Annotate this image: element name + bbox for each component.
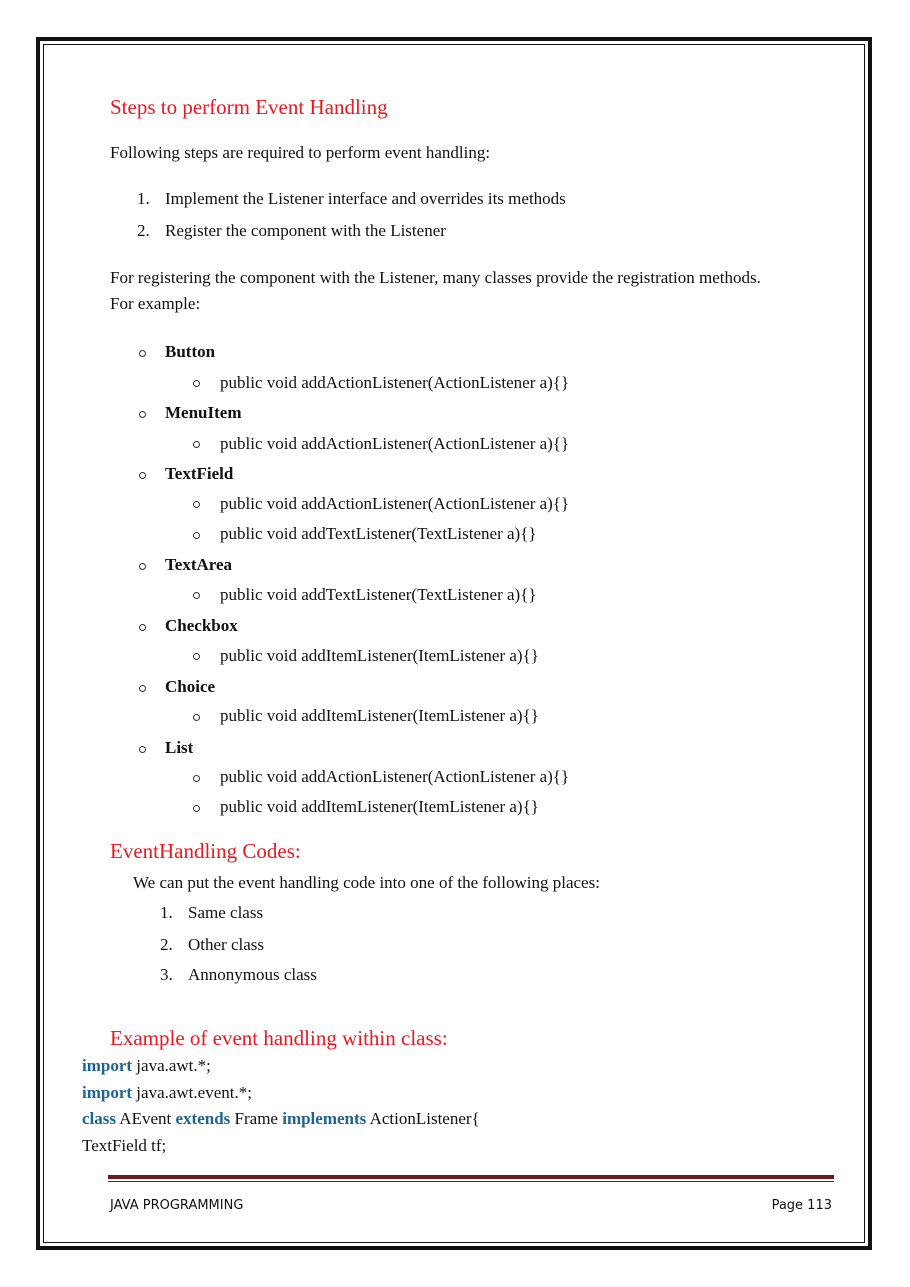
bullet-circle-icon xyxy=(139,563,146,570)
method-choice-1: public void addItemListener(ItemListener a){} xyxy=(220,706,539,725)
component-name-choice: Choice xyxy=(165,677,216,696)
place-item-3: Annonymous class xyxy=(188,965,317,984)
bullet-circle-icon xyxy=(139,472,146,479)
page-number: Page 113 xyxy=(771,1198,832,1213)
component-name-list: List xyxy=(165,738,194,757)
code-text: java.awt.*; xyxy=(132,1056,211,1075)
bullet-circle-icon xyxy=(193,714,200,721)
section-title-steps: Steps to perform Event Handling xyxy=(110,95,388,119)
step-item-2: Register the component with the Listener xyxy=(165,221,446,240)
bullet-circle-icon xyxy=(193,380,200,387)
code-line-4: TextField tf; xyxy=(82,1136,167,1155)
bullet-circle-icon xyxy=(139,746,146,753)
component-name-textfield: TextField xyxy=(165,464,234,483)
component-name-checkbox: Checkbox xyxy=(165,616,238,635)
step-item-1: Implement the Listener interface and overrides its methods xyxy=(165,189,566,208)
bullet-circle-icon xyxy=(193,441,200,448)
registration-paragraph-line1: For registering the component with the Listener, many classes provide the registration methods. xyxy=(110,268,761,287)
code-keyword: import xyxy=(82,1083,133,1102)
bullet-circle-icon xyxy=(193,501,200,508)
method-checkbox-1: public void addItemListener(ItemListener a){} xyxy=(220,646,539,665)
code-keyword: import xyxy=(82,1056,133,1075)
codes-intro: We can put the event handling code into one of the following places: xyxy=(133,873,600,892)
method-list-2: public void addItemListener(ItemListener a){} xyxy=(220,797,539,816)
code-keyword: extends xyxy=(175,1109,231,1128)
bullet-circle-icon xyxy=(193,775,200,782)
component-name-menuitem: MenuItem xyxy=(165,403,242,422)
component-name-button: Button xyxy=(165,342,216,361)
section-title-eventhandling-codes: EventHandling Codes: xyxy=(110,839,301,863)
code-line-1 xyxy=(82,1055,211,1077)
footer-rule-thin xyxy=(108,1181,834,1182)
code-text: ActionListener{ xyxy=(366,1109,480,1128)
registration-paragraph-line2: For example: xyxy=(110,294,201,313)
method-textfield-2: public void addTextListener(TextListener a){} xyxy=(220,524,537,543)
code-text: AEvent xyxy=(116,1109,176,1128)
step-number-1: 1. xyxy=(137,189,150,208)
place-number-3: 3. xyxy=(160,965,173,984)
bullet-circle-icon xyxy=(193,592,200,599)
bullet-circle-icon xyxy=(193,805,200,812)
footer-rule xyxy=(108,1175,834,1179)
code-line-3 xyxy=(82,1108,480,1130)
footer-title: JAVA PROGRAMMING xyxy=(110,1198,244,1213)
code-text: Frame xyxy=(230,1109,283,1128)
place-item-2: Other class xyxy=(188,935,265,954)
place-item-1: Same class xyxy=(188,903,264,922)
bullet-circle-icon xyxy=(193,532,200,539)
place-number-2: 2. xyxy=(160,935,173,954)
method-textfield-1: public void addActionListener(ActionListener a){} xyxy=(220,494,570,513)
bullet-circle-icon xyxy=(139,624,146,631)
bullet-circle-icon xyxy=(139,350,146,357)
code-text: java.awt.event.*; xyxy=(132,1083,252,1102)
method-button-1: public void addActionListener(ActionListener a){} xyxy=(220,373,570,392)
steps-intro: Following steps are required to perform event handling: xyxy=(110,143,491,162)
bullet-circle-icon xyxy=(139,411,146,418)
code-line-2 xyxy=(82,1082,252,1104)
code-keyword: implements xyxy=(282,1109,367,1128)
section-title-example: Example of event handling within class: xyxy=(110,1026,448,1050)
method-menuitem-1: public void addActionListener(ActionListener a){} xyxy=(220,434,570,453)
bullet-circle-icon xyxy=(139,685,146,692)
method-textarea-1: public void addTextListener(TextListener a){} xyxy=(220,585,537,604)
component-name-textarea: TextArea xyxy=(165,555,233,574)
method-list-1: public void addActionListener(ActionListener a){} xyxy=(220,767,570,786)
step-number-2: 2. xyxy=(137,221,150,240)
place-number-1: 1. xyxy=(160,903,173,922)
code-keyword: class xyxy=(82,1109,116,1128)
bullet-circle-icon xyxy=(193,653,200,660)
